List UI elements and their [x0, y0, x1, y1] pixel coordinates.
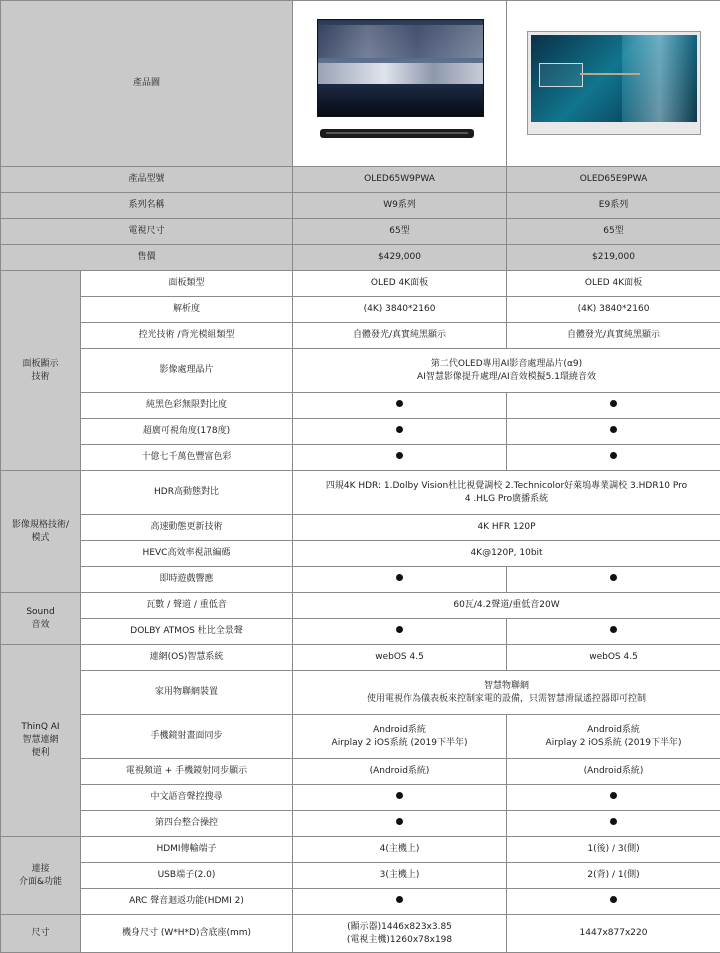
row-label: 手機鏡射畫面同步 [81, 715, 293, 759]
filled-circle-icon [396, 896, 403, 903]
e9-value: 1447x877x220 [507, 915, 720, 953]
series-row [1, 193, 720, 219]
table-row [1, 419, 720, 445]
w9-value: Android系統 Airplay 2 iOS系統 (2019下半年) [293, 715, 507, 759]
row-label: DOLBY ATMOS 杜比全景聲 [81, 619, 293, 645]
section-connect-label: 連接 介面&功能 [1, 837, 81, 915]
w9-model: OLED65W9PWA [293, 167, 507, 193]
e9-value: (4K) 3840*2160 [507, 297, 720, 323]
row-label: 電視頻道 + 手機鏡射同步顯示 [81, 759, 293, 785]
table-row [1, 567, 720, 593]
row-label: 中文語音聲控搜尋 [81, 785, 293, 811]
model-row [1, 167, 720, 193]
filled-circle-icon [610, 626, 617, 633]
w9-value [293, 811, 507, 837]
w9-size: 65型 [293, 219, 507, 245]
section-sound-label: Sound 音效 [1, 593, 81, 645]
w9-value: 自體發光/真實純黑顯示 [293, 323, 507, 349]
row-label: 純黑色彩無限對比度 [81, 393, 293, 419]
e9-value: Android系統 Airplay 2 iOS系統 (2019下半年) [507, 715, 720, 759]
e9-value [507, 393, 720, 419]
w9-value [293, 619, 507, 645]
w9-value: 4(主機上) [293, 837, 507, 863]
table-row [1, 863, 720, 889]
section-size-label: 尺寸 [1, 915, 81, 953]
model-label: 產品型號 [1, 167, 293, 193]
filled-circle-icon [396, 452, 403, 459]
filled-circle-icon [396, 626, 403, 633]
w9-value: 3(主機上) [293, 863, 507, 889]
row-label: 瓦數 / 聲道 / 重低音 [81, 593, 293, 619]
e9-product-image [507, 1, 720, 167]
w9-value: (Android系統) [293, 759, 507, 785]
section-thinq-label: ThinQ AI 智慧連網 便利 [1, 645, 81, 837]
w9-product-image [293, 1, 507, 167]
filled-circle-icon [610, 452, 617, 459]
w9-soundbar-picture [320, 129, 474, 138]
row-label: 超廣可視角度(178度) [81, 419, 293, 445]
product-image-row [1, 1, 720, 167]
table-row [1, 915, 720, 953]
row-label: 第四台整合操控 [81, 811, 293, 837]
filled-circle-icon [610, 818, 617, 825]
table-row [1, 349, 720, 393]
row-label: ARC 聲音迴返功能(HDMI 2) [81, 889, 293, 915]
row-label: 控光技術 /背光模組類型 [81, 323, 293, 349]
e9-tv-picture [527, 31, 701, 135]
tv-size-label: 電視尺寸 [1, 219, 293, 245]
e9-value: (Android系統) [507, 759, 720, 785]
product-image-label: 產品圖 [1, 1, 293, 167]
e9-model: OLED65E9PWA [507, 167, 720, 193]
section-video-label: 影像規格技術/ 模式 [1, 471, 81, 593]
row-label: 家用物聯網裝置 [81, 671, 293, 715]
row-label: HEVC高效率視訊編碼 [81, 541, 293, 567]
table-row [1, 671, 720, 715]
w9-value: (4K) 3840*2160 [293, 297, 507, 323]
row-label: 解析度 [81, 297, 293, 323]
w9-series: W9系列 [293, 193, 507, 219]
e9-value [507, 567, 720, 593]
size-row [1, 219, 720, 245]
table-row [1, 471, 720, 515]
table-row [1, 271, 720, 297]
table-row [1, 715, 720, 759]
filled-circle-icon [610, 574, 617, 581]
table-row [1, 619, 720, 645]
filled-circle-icon [610, 896, 617, 903]
w9-value: webOS 4.5 [293, 645, 507, 671]
table-row [1, 645, 720, 671]
shared-value: 智慧物聯網 使用電視作為儀表板來控制家電的設備，只需智慧滑鼠遙控器即可控制 [293, 671, 720, 715]
w9-tv-picture [317, 19, 484, 117]
table-row [1, 889, 720, 915]
e9-value [507, 419, 720, 445]
row-label: 面板類型 [81, 271, 293, 297]
filled-circle-icon [396, 818, 403, 825]
table-row [1, 323, 720, 349]
row-label: USB端子(2.0) [81, 863, 293, 889]
e9-value [507, 619, 720, 645]
filled-circle-icon [396, 400, 403, 407]
e9-value: 2(背) / 1(側) [507, 863, 720, 889]
filled-circle-icon [396, 792, 403, 799]
w9-price: $429,000 [293, 245, 507, 271]
row-label: HDMI傳輸端子 [81, 837, 293, 863]
w9-value [293, 419, 507, 445]
filled-circle-icon [610, 400, 617, 407]
price-row [1, 245, 720, 271]
filled-circle-icon [396, 426, 403, 433]
w9-value [293, 785, 507, 811]
table-row [1, 515, 720, 541]
w9-value [293, 889, 507, 915]
w9-value [293, 445, 507, 471]
row-label: 影像處理晶片 [81, 349, 293, 393]
row-label: 十億七千萬色豐富色彩 [81, 445, 293, 471]
e9-price: $219,000 [507, 245, 720, 271]
e9-value: OLED 4K面板 [507, 271, 720, 297]
series-label: 系列名稱 [1, 193, 293, 219]
table-row [1, 837, 720, 863]
table-row [1, 541, 720, 567]
row-label: HDR高動態對比 [81, 471, 293, 515]
section-panel-label: 面板顯示 技術 [1, 271, 81, 471]
row-label: 機身尺寸 (W*H*D)含底座(mm) [81, 915, 293, 953]
row-label: 即時遊戲響應 [81, 567, 293, 593]
table-row [1, 785, 720, 811]
filled-circle-icon [610, 792, 617, 799]
w9-value: OLED 4K面板 [293, 271, 507, 297]
table-row [1, 445, 720, 471]
e9-value [507, 811, 720, 837]
w9-value [293, 393, 507, 419]
table-row [1, 393, 720, 419]
table-row [1, 759, 720, 785]
table-row [1, 593, 720, 619]
e9-value: 自體發光/真實純黑顯示 [507, 323, 720, 349]
table-row [1, 811, 720, 837]
e9-value [507, 445, 720, 471]
table-row [1, 297, 720, 323]
shared-value: 第二代OLED專用AI影音處理晶片(α9) AI智慧影像提升處理/AI音效模擬5.1環繞音效 [293, 349, 720, 393]
shared-value: 60瓦/4.2聲道/重低音20W [293, 593, 720, 619]
e9-value [507, 785, 720, 811]
e9-value: 1(後) / 3(側) [507, 837, 720, 863]
w9-value [293, 567, 507, 593]
filled-circle-icon [396, 574, 403, 581]
w9-value: (顯示器)1446x823x3.85 (電視主機)1260x78x198 [293, 915, 507, 953]
shared-value: 四規4K HDR: 1.Dolby Vision杜比視覺調校 2.Technicolor好萊塢專業調校 3.HDR10 Pro 4 .HLG Pro廣播系統 [293, 471, 720, 515]
row-label: 高速動態更新技術 [81, 515, 293, 541]
price-label: 售價 [1, 245, 293, 271]
filled-circle-icon [610, 426, 617, 433]
shared-value: 4K@120P, 10bit [293, 541, 720, 567]
shared-value: 4K HFR 120P [293, 515, 720, 541]
row-label: 連網(OS)智慧系統 [81, 645, 293, 671]
e9-series: E9系列 [507, 193, 720, 219]
e9-size: 65型 [507, 219, 720, 245]
e9-value: webOS 4.5 [507, 645, 720, 671]
e9-value [507, 889, 720, 915]
